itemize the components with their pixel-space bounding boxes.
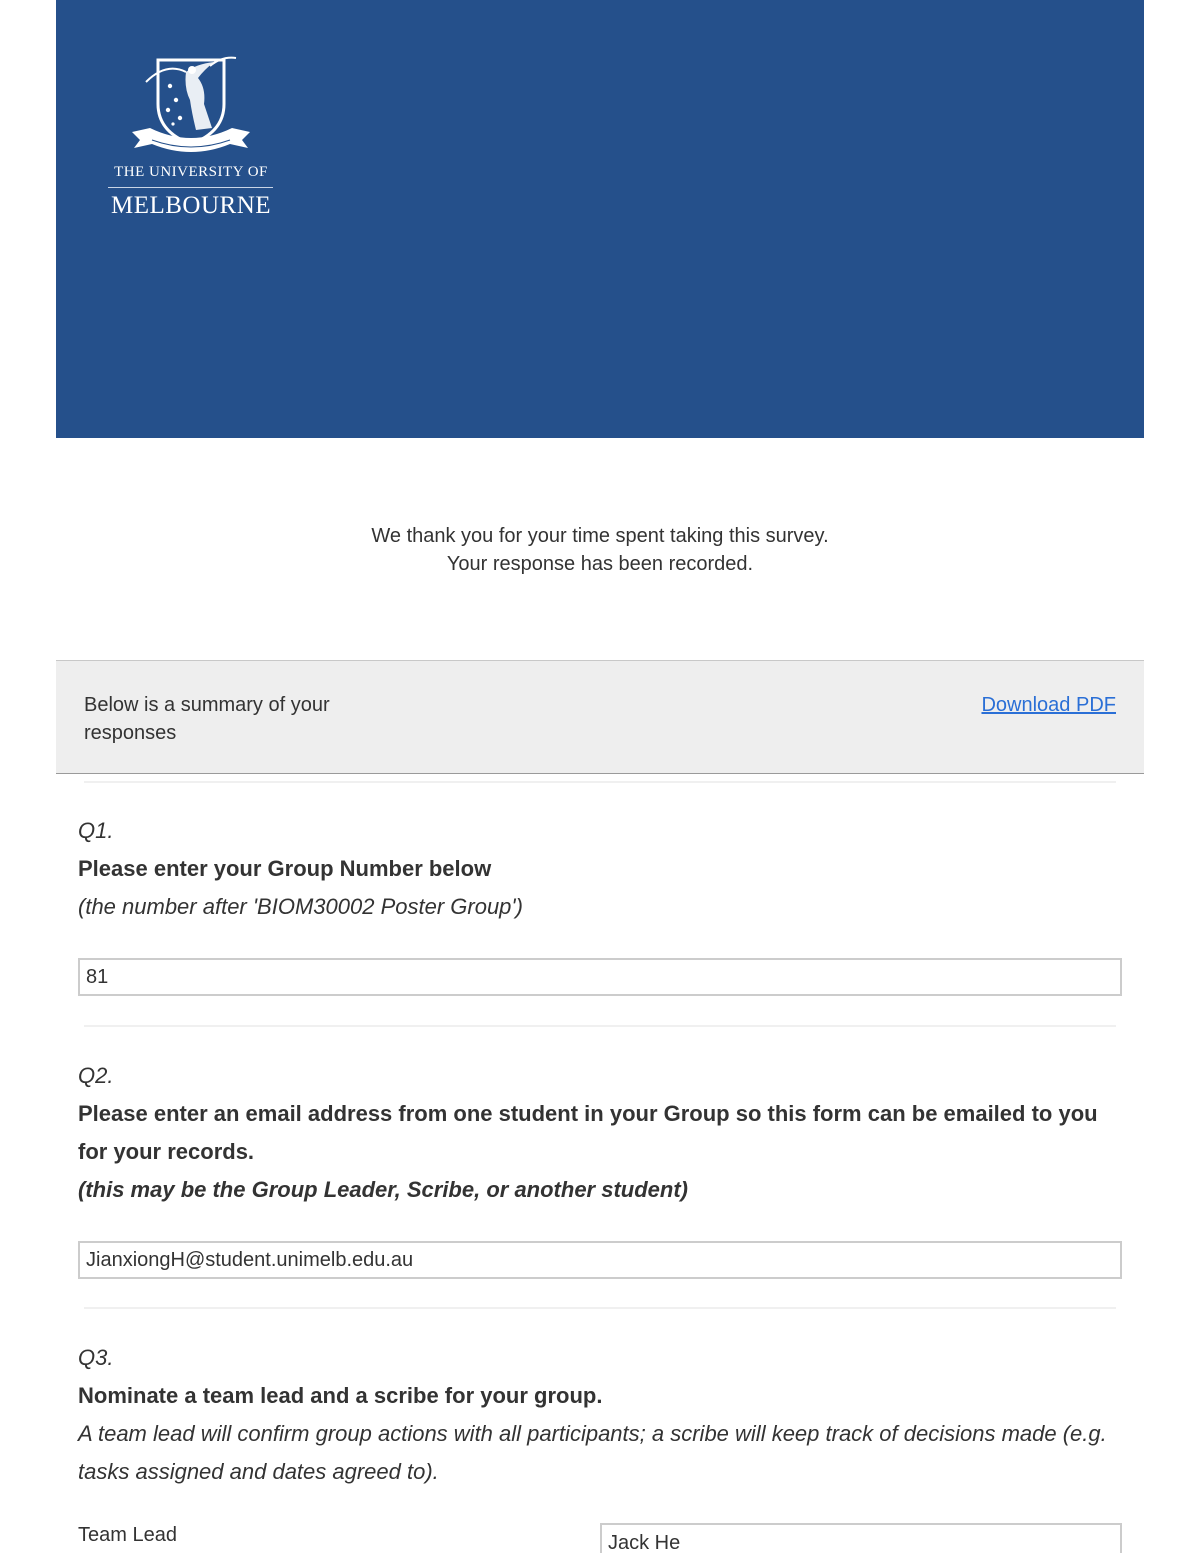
summary-text: Below is a summary of your responses xyxy=(84,694,330,744)
question-title: Please enter your Group Number below xyxy=(78,856,492,881)
question-subtitle: (this may be the Group Leader, Scribe, or another student) xyxy=(78,1177,688,1202)
question-number: Q1. xyxy=(78,818,114,843)
question-title: Nominate a team lead and a scribe for your group. xyxy=(78,1383,603,1408)
thank-you-line-2: Your response has been recorded. xyxy=(446,553,754,575)
question-title: Please enter an email address from one student in your Group so this form can be emailed to you for your records. xyxy=(78,1101,1098,1164)
separator xyxy=(84,1025,1116,1027)
thank-you-line-1: We thank you for your time spent taking this survey. xyxy=(371,525,829,547)
team-lead-label: Team Lead xyxy=(78,1524,177,1546)
download-pdf-link[interactable]: Download PDF xyxy=(981,694,1116,716)
group-number-field[interactable]: 81 xyxy=(78,958,1122,996)
separator xyxy=(84,781,1116,783)
logo-divider xyxy=(108,187,273,188)
summary-bar xyxy=(56,660,1144,774)
university-logo xyxy=(106,52,276,227)
logo-text-melbourne: MELBOURNE xyxy=(110,192,272,219)
question-number: Q3. xyxy=(78,1345,114,1370)
logo-text-the-university-of: THE UNIVERSITY OF xyxy=(114,164,268,180)
question-subtitle: A team lead will confirm group actions with all participants; a scribe will keep track of decisions made (e.g. tasks assigned and dates agreed to). xyxy=(78,1421,1107,1484)
separator xyxy=(84,1307,1116,1309)
question-subtitle: (the number after 'BIOM30002 Poster Group') xyxy=(78,894,523,919)
email-field[interactable]: JianxiongH@student.unimelb.edu.au xyxy=(78,1241,1122,1279)
question-number: Q2. xyxy=(78,1063,114,1088)
crest-icon xyxy=(126,52,256,157)
header-banner xyxy=(56,0,1144,438)
team-lead-field[interactable]: Jack He xyxy=(600,1523,1122,1553)
thank-you-message xyxy=(0,522,1200,578)
